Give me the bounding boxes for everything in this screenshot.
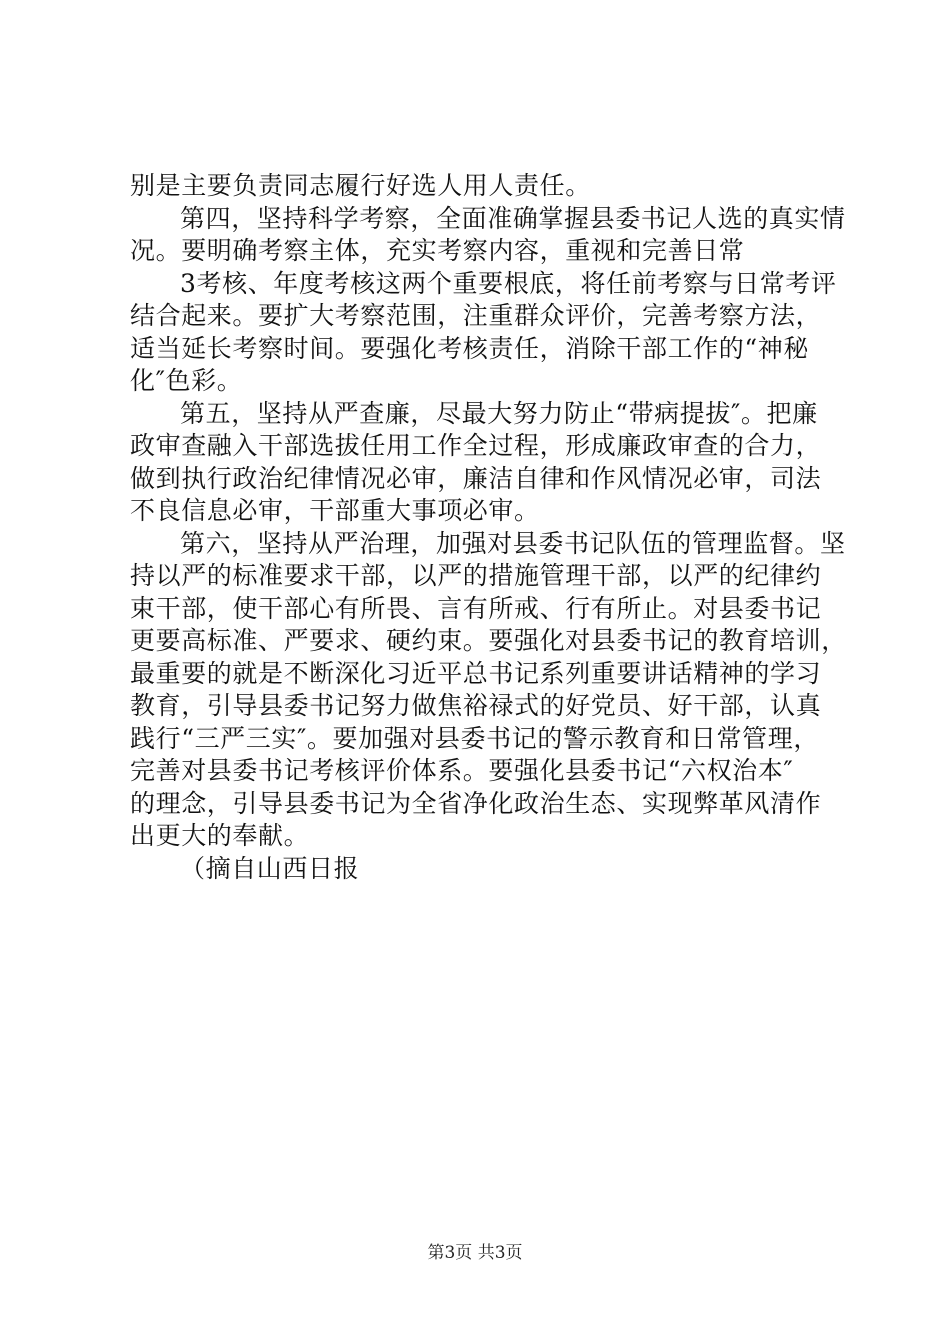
text-line: 别是主要负责同志履行好选人用人责任。	[130, 171, 591, 200]
text-line: 况。要明确考察主体，充实考察内容，重视和完善日常	[130, 236, 745, 265]
text-line: 的理念，引导县委书记为全省净化政治生态、实现弊革风清作	[130, 788, 822, 818]
text-line: 不良信息必审，干部重大事项必审。	[130, 496, 540, 525]
text-line: 践行“三严三实″。要加强对县委书记的警示教育和日常管理，	[130, 723, 819, 753]
text-line: 完善对县委书记考核评价体系。要强化县委书记“六权治本″	[130, 756, 794, 785]
document-body	[130, 170, 847, 885]
text-line: 更要高标准、严要求、硬约束。要强化对县委书记的教育培训，	[130, 626, 847, 655]
paragraph-start-line: 第五，坚持从严查廉，尽最大努力防止“带病提拔″。把廉	[180, 398, 818, 428]
page-number-label: 第3页 共3页	[427, 1243, 523, 1263]
source-attribution: （摘自山西日报	[180, 853, 360, 883]
text-line: 教育，引导县委书记努力做焦裕禄式的好党员、好干部，认真	[130, 691, 822, 720]
text-line: 政审查融入干部选拔任用工作全过程，形成廉政审查的合力，	[130, 431, 822, 460]
text-line: 束干部，使干部心有所畏、言有所戒、行有所止。对县委书记	[130, 593, 822, 623]
paragraph-start-line: 第六，坚持从严治理，加强对县委书记队伍的管理监督。坚	[180, 528, 846, 558]
text-line: 出更大的奉献。	[130, 821, 310, 850]
text-line: 化″色彩。	[130, 366, 243, 395]
text-line: 做到执行政治纪律情况必审，廉洁自律和作风情况必审，司法	[130, 463, 822, 493]
text-line: 3考核、年度考核这两个重要根底，将任前考察与日常考评	[180, 268, 837, 298]
text-line: 结合起来。要扩大考察范围，注重群众评价，完善考察方法，	[130, 301, 822, 330]
text-line: 持以严的标准要求干部，以严的措施管理干部，以严的纪律约	[130, 561, 822, 590]
text-line: 适当延长考察时间。要强化考核责任，消除干部工作的“神秘	[130, 333, 809, 363]
page-footer	[0, 1242, 950, 1264]
paragraph-start-line: 第四，坚持科学考察，全面准确掌握县委书记人选的真实情	[180, 203, 846, 233]
text-line: 最重要的就是不断深化习近平总书记系列重要讲话精神的学习	[130, 658, 822, 688]
